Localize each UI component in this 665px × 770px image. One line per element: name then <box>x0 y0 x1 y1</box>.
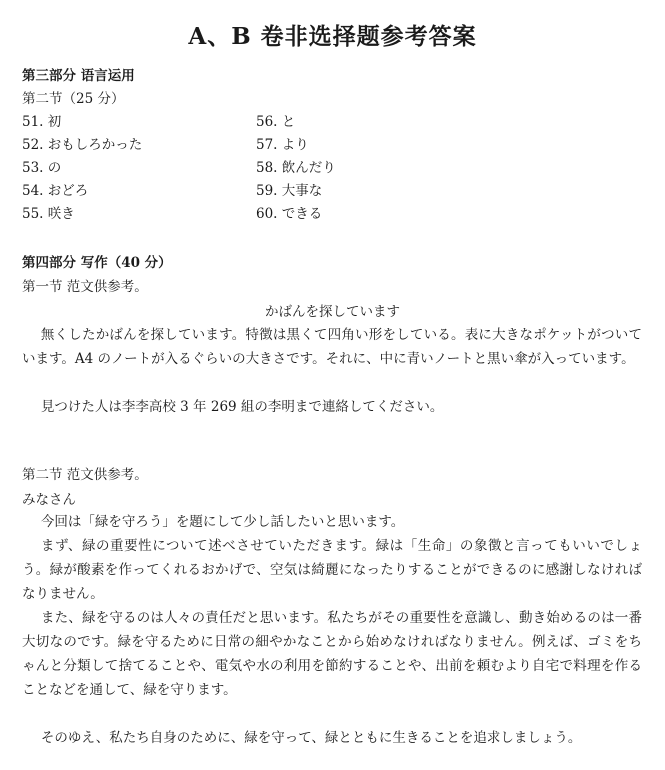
page-title: A、B 卷非选择题参考答案 <box>188 23 477 50</box>
part4-section1-label: 第一节 范文供参考。 <box>22 279 148 295</box>
answer-51: 51. 初 <box>22 114 62 130</box>
answer-60: 60. できる <box>256 206 323 222</box>
part3-section-label: 第二节（25 分） <box>22 91 125 107</box>
essay1-paragraph: 見つけた人は李李高校 3 年 269 組の李明まで連絡してください。 <box>40 399 444 415</box>
essay1-paragraph: 無くしたかばんを探しています。特徴は黒くて四角い形をしている。表に大きなポケットがついています。A4 のノートが入るぐらいの大きさです。それに、中に青いノートと黒い傘が入っています。 <box>22 327 642 367</box>
answer-59: 59. 大事な <box>256 183 323 199</box>
answer-54: 54. おどろ <box>22 183 89 199</box>
essay2-paragraph: 今回は「緑を守ろう」を題にして少し話したいと思います。 <box>40 514 405 530</box>
answer-57: 57. より <box>256 137 309 153</box>
part4-section2-label: 第二节 范文供参考。 <box>22 467 148 483</box>
answer-56: 56. と <box>256 114 296 130</box>
essay1-title: かばんを探しています <box>265 304 400 320</box>
essay2-greeting: みなさん <box>22 492 76 508</box>
part4-heading: 第四部分 写作（40 分） <box>22 255 172 271</box>
essay2-paragraph: まず、緑の重要性について述べさせていただきます。緑は「生命」の象徴と言ってもいいでしょう。緑が酸素を作ってくれるおかげで、空気は綺麗になったりすることができるのに感謝しなければなりません。 <box>22 538 642 602</box>
answer-55: 55. 咲き <box>22 206 75 222</box>
essay2-paragraph: また、緑を守るのは人々の責任だと思います。私たちがその重要性を意識し、動き始めるのは一番大切なのです。緑を守るために日常の細やかなことから始めなければなりません。例えば、ゴミをちゃんと分類して捨てることや、電気や水の利用を節約することや、出前を頼むより自宅で料理を作ることなどを通して、緑を守ります。 <box>22 610 642 698</box>
answer-58: 58. 飲んだり <box>256 160 336 176</box>
answer-52: 52. おもしろかった <box>22 137 143 153</box>
answer-53: 53. の <box>22 160 62 176</box>
essay2-paragraph: そのゆえ、私たち自身のために、緑を守って、緑とともに生きることを追求しましょう。 <box>40 730 582 746</box>
part3-heading: 第三部分 语言运用 <box>22 68 135 84</box>
